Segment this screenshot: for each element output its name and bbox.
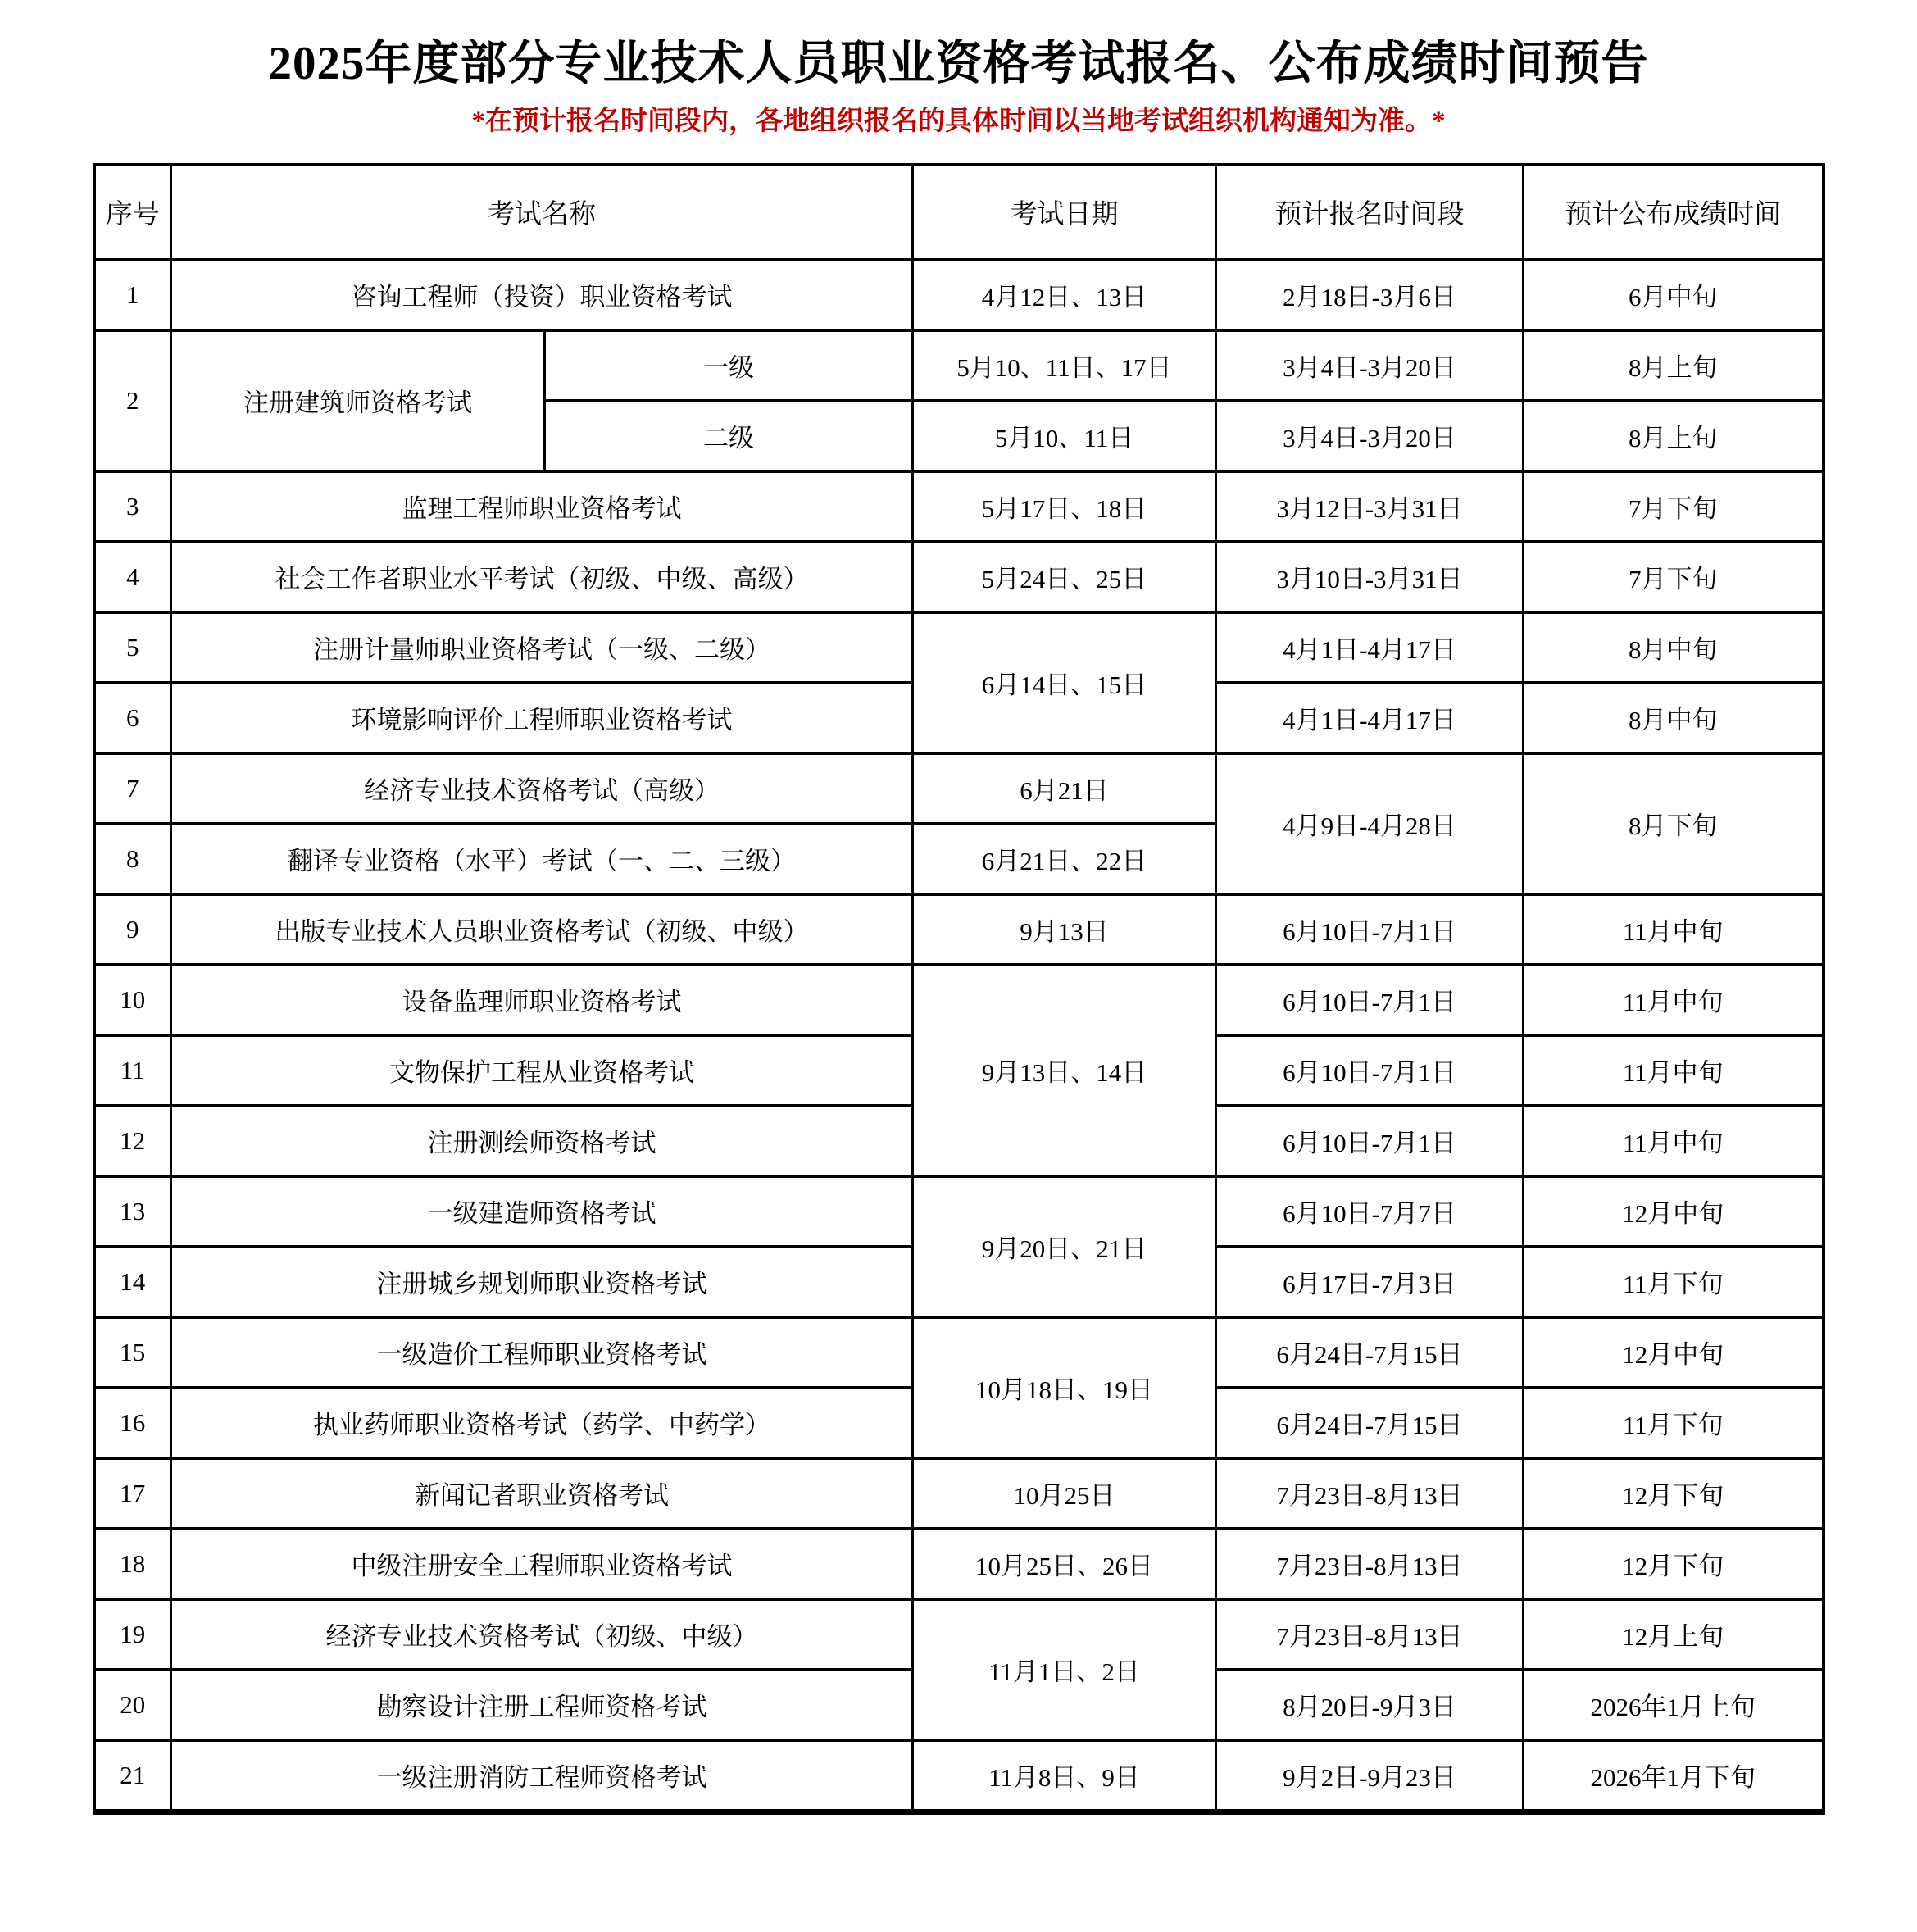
exam-date-cell: 10月25日、26日 — [913, 1529, 1216, 1599]
table-row — [94, 894, 1824, 965]
registration-period-cell: 3月12日-3月31日 — [1216, 471, 1524, 542]
exam-level-cell: 一级 — [545, 330, 913, 401]
row-number-cell: 3 — [94, 471, 171, 542]
table-row — [94, 542, 1824, 612]
exam-name-cell: 注册计量师职业资格考试（一级、二级） — [171, 612, 913, 683]
exam-name-cell: 翻译专业资格（水平）考试（一、二、三级） — [171, 824, 913, 894]
registration-period-cell: 3月4日-3月20日 — [1216, 401, 1524, 471]
row-number-cell: 18 — [94, 1529, 171, 1599]
score-release-cell: 11月中旬 — [1524, 965, 1824, 1035]
score-release-cell: 12月上旬 — [1524, 1599, 1824, 1670]
registration-period-cell: 6月10日-7月1日 — [1216, 894, 1524, 965]
score-release-cell: 7月下旬 — [1524, 542, 1824, 612]
exam-name-cell: 一级造价工程师职业资格考试 — [171, 1317, 913, 1388]
score-release-cell: 2026年1月上旬 — [1524, 1670, 1824, 1740]
exam-date-cell: 5月24日、25日 — [913, 542, 1216, 612]
score-release-cell: 12月下旬 — [1524, 1458, 1824, 1529]
exam-name-cell: 监理工程师职业资格考试 — [171, 471, 913, 542]
row-number-cell: 7 — [94, 753, 171, 824]
exam-level-cell: 二级 — [545, 401, 913, 471]
registration-period-cell: 4月9日-4月28日 — [1216, 753, 1524, 894]
registration-period-cell: 4月1日-4月17日 — [1216, 612, 1524, 683]
registration-period-cell: 6月10日-7月1日 — [1216, 1035, 1524, 1106]
registration-period-cell: 6月10日-7月1日 — [1216, 965, 1524, 1035]
exam-name-cell: 执业药师职业资格考试（药学、中药学） — [171, 1388, 913, 1458]
table-row — [94, 471, 1824, 542]
score-release-cell: 8月中旬 — [1524, 612, 1824, 683]
header-seq: 序号 — [94, 165, 171, 260]
registration-period-cell: 6月17日-7月3日 — [1216, 1247, 1524, 1317]
score-release-cell: 7月下旬 — [1524, 471, 1824, 542]
registration-period-cell: 6月10日-7月7日 — [1216, 1176, 1524, 1247]
registration-period-cell: 7月23日-8月13日 — [1216, 1599, 1524, 1670]
page-subtitle: *在预计报名时间段内，各地组织报名的具体时间以当地考试组织机构通知为准。* — [471, 107, 1446, 137]
table-row — [94, 753, 1824, 824]
registration-period-cell: 7月23日-8月13日 — [1216, 1529, 1524, 1599]
registration-period-cell: 3月4日-3月20日 — [1216, 330, 1524, 401]
row-number-cell: 6 — [94, 683, 171, 753]
table-row — [94, 612, 1824, 683]
page-title: 2025年度部分专业技术人员职业资格考试报名、公布成绩时间预告 — [268, 38, 1649, 89]
score-release-cell: 12月中旬 — [1524, 1317, 1824, 1388]
exam-name-cell: 经济专业技术资格考试（初级、中级） — [171, 1599, 913, 1670]
exam-name-cell: 社会工作者职业水平考试（初级、中级、高级） — [171, 542, 913, 612]
score-release-cell: 8月上旬 — [1524, 401, 1824, 471]
exam-name-cell: 注册建筑师资格考试 — [171, 330, 545, 471]
row-number-cell: 1 — [94, 260, 171, 330]
table-row — [94, 1317, 1824, 1388]
exam-date-cell: 9月13日 — [913, 894, 1216, 965]
score-release-cell: 6月中旬 — [1524, 260, 1824, 330]
exam-date-cell: 11月1日、2日 — [913, 1599, 1216, 1740]
row-number-cell: 16 — [94, 1388, 171, 1458]
exam-date-cell: 11月8日、9日 — [913, 1740, 1216, 1812]
exam-name-cell: 勘察设计注册工程师资格考试 — [171, 1670, 913, 1740]
header-exam-name: 考试名称 — [171, 165, 913, 260]
registration-period-cell: 3月10日-3月31日 — [1216, 542, 1524, 612]
registration-period-cell: 2月18日-3月6日 — [1216, 260, 1524, 330]
table-header-row — [94, 165, 1824, 260]
exam-name-cell: 注册测绘师资格考试 — [171, 1106, 913, 1176]
exam-date-cell: 10月25日 — [913, 1458, 1216, 1529]
registration-period-cell: 4月1日-4月17日 — [1216, 683, 1524, 753]
row-number-cell: 21 — [94, 1740, 171, 1812]
exam-name-cell: 一级注册消防工程师资格考试 — [171, 1740, 913, 1812]
score-release-cell: 8月上旬 — [1524, 330, 1824, 401]
row-number-cell: 4 — [94, 542, 171, 612]
exam-name-cell: 中级注册安全工程师职业资格考试 — [171, 1529, 913, 1599]
exam-name-cell: 环境影响评价工程师职业资格考试 — [171, 683, 913, 753]
score-release-cell: 8月下旬 — [1524, 753, 1824, 894]
table-row — [94, 1740, 1824, 1812]
exam-date-cell: 9月13日、14日 — [913, 965, 1216, 1176]
exam-date-cell: 4月12日、13日 — [913, 260, 1216, 330]
table-row — [94, 965, 1824, 1035]
score-release-cell: 12月下旬 — [1524, 1529, 1824, 1599]
row-number-cell: 12 — [94, 1106, 171, 1176]
table-row — [94, 260, 1824, 330]
exam-name-cell: 出版专业技术人员职业资格考试（初级、中级） — [171, 894, 913, 965]
table-row — [94, 1529, 1824, 1599]
row-number-cell: 17 — [94, 1458, 171, 1529]
header-exam-date: 考试日期 — [913, 165, 1216, 260]
exam-name-cell: 咨询工程师（投资）职业资格考试 — [171, 260, 913, 330]
registration-period-cell: 6月10日-7月1日 — [1216, 1106, 1524, 1176]
score-release-cell: 11月中旬 — [1524, 1106, 1824, 1176]
row-number-cell: 2 — [94, 330, 171, 471]
registration-period-cell: 6月24日-7月15日 — [1216, 1317, 1524, 1388]
exam-date-cell: 5月10、11日 — [913, 401, 1216, 471]
row-number-cell: 9 — [94, 894, 171, 965]
table-row — [94, 330, 1824, 401]
exam-schedule-table — [93, 163, 1825, 1815]
registration-period-cell: 6月24日-7月15日 — [1216, 1388, 1524, 1458]
score-release-cell: 11月下旬 — [1524, 1247, 1824, 1317]
score-release-cell: 12月中旬 — [1524, 1176, 1824, 1247]
registration-period-cell: 9月2日-9月23日 — [1216, 1740, 1524, 1812]
exam-date-cell: 5月17日、18日 — [913, 471, 1216, 542]
registration-period-cell: 8月20日-9月3日 — [1216, 1670, 1524, 1740]
exam-name-cell: 注册城乡规划师职业资格考试 — [171, 1247, 913, 1317]
table-row — [94, 1458, 1824, 1529]
exam-date-cell: 6月21日、22日 — [913, 824, 1216, 894]
header-registration-period: 预计报名时间段 — [1216, 165, 1524, 260]
score-release-cell: 11月中旬 — [1524, 1035, 1824, 1106]
row-number-cell: 8 — [94, 824, 171, 894]
exam-date-cell: 6月21日 — [913, 753, 1216, 824]
table-row — [94, 1599, 1824, 1670]
exam-name-cell: 新闻记者职业资格考试 — [171, 1458, 913, 1529]
score-release-cell: 2026年1月下旬 — [1524, 1740, 1824, 1812]
exam-name-cell: 文物保护工程从业资格考试 — [171, 1035, 913, 1106]
row-number-cell: 5 — [94, 612, 171, 683]
exam-date-cell: 5月10、11日、17日 — [913, 330, 1216, 401]
exam-name-cell: 一级建造师资格考试 — [171, 1176, 913, 1247]
score-release-cell: 8月中旬 — [1524, 683, 1824, 753]
exam-date-cell: 9月20日、21日 — [913, 1176, 1216, 1317]
row-number-cell: 14 — [94, 1247, 171, 1317]
score-release-cell: 11月下旬 — [1524, 1388, 1824, 1458]
table-row — [94, 1176, 1824, 1247]
score-release-cell: 11月中旬 — [1524, 894, 1824, 965]
header-score-release: 预计公布成绩时间 — [1524, 165, 1824, 260]
exam-date-cell: 10月18日、19日 — [913, 1317, 1216, 1458]
registration-period-cell: 7月23日-8月13日 — [1216, 1458, 1524, 1529]
row-number-cell: 15 — [94, 1317, 171, 1388]
exam-date-cell: 6月14日、15日 — [913, 612, 1216, 753]
exam-name-cell: 设备监理师职业资格考试 — [171, 965, 913, 1035]
row-number-cell: 11 — [94, 1035, 171, 1106]
row-number-cell: 10 — [94, 965, 171, 1035]
row-number-cell: 13 — [94, 1176, 171, 1247]
exam-name-cell: 经济专业技术资格考试（高级） — [171, 753, 913, 824]
row-number-cell: 19 — [94, 1599, 171, 1670]
row-number-cell: 20 — [94, 1670, 171, 1740]
